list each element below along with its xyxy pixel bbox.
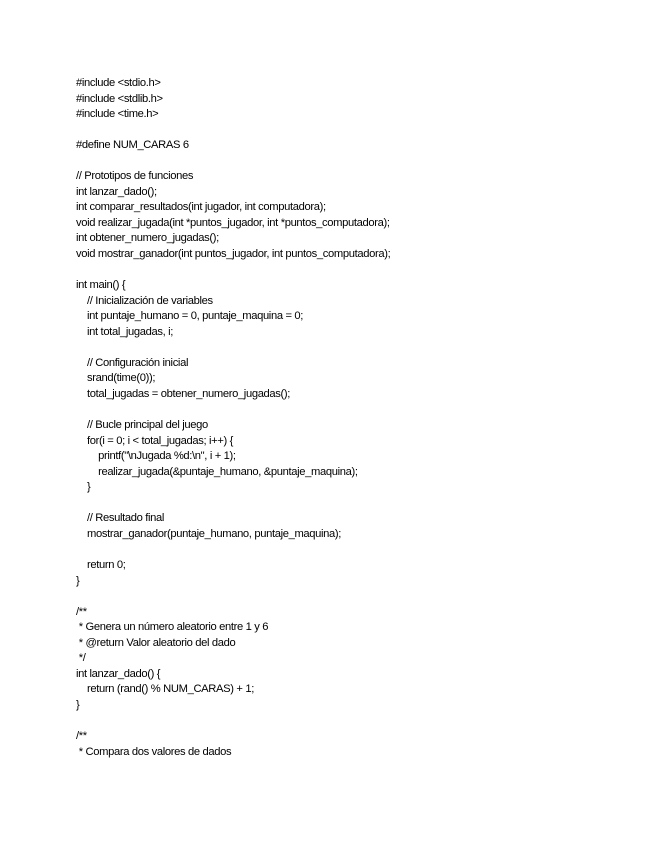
code-line xyxy=(76,713,636,729)
code-line: void mostrar_ganador(int puntos_jugador, int puntos_computadora); xyxy=(76,248,391,261)
code-line: * @return Valor aleatorio del dado xyxy=(76,636,236,649)
code-line: int lanzar_dado() { xyxy=(76,667,161,680)
code-line: realizar_jugada(&puntaje_humano, &puntaje_maquina); xyxy=(76,465,358,478)
code-line: * Genera un número aleatorio entre 1 y 6 xyxy=(76,621,269,634)
code-line: #define NUM_CARAS 6 xyxy=(76,139,189,152)
code-line: */ xyxy=(76,652,86,665)
code-line: return (rand() % NUM_CARAS) + 1; xyxy=(76,683,254,696)
code-line xyxy=(76,589,636,605)
code-line: mostrar_ganador(puntaje_humano, puntaje_maquina); xyxy=(76,527,342,540)
code-line: } xyxy=(76,574,80,587)
code-line: #include <stdio.h> xyxy=(76,77,161,89)
code-line xyxy=(76,542,636,558)
code-line: int puntaje_humano = 0, puntaje_maquina = 0; xyxy=(76,310,304,323)
code-line: printf("\nJugada %d:\n", i + 1); xyxy=(76,450,236,463)
code-line: int lanzar_dado(); xyxy=(76,185,157,198)
code-line: int comparar_resultados(int jugador, int computadora); xyxy=(76,201,326,214)
code-line xyxy=(76,154,636,170)
code-line: // Prototipos de funciones xyxy=(76,170,194,183)
code-line: // Bucle principal del juego xyxy=(76,419,208,432)
code-line: void realizar_jugada(int *puntos_jugador, int *puntos_computadora); xyxy=(76,216,390,229)
code-line: /** xyxy=(76,605,87,618)
code-line: for(i = 0; i < total_jugadas; i++) { xyxy=(76,434,234,447)
code-line: total_jugadas = obtener_numero_jugadas(); xyxy=(76,387,291,400)
code-line xyxy=(76,123,636,139)
code-line xyxy=(76,402,636,418)
code-line: // Resultado final xyxy=(76,512,165,525)
code-line: // Configuración inicial xyxy=(76,356,189,369)
code-line: /** xyxy=(76,729,87,742)
code-line xyxy=(76,263,636,279)
code-line: } xyxy=(76,481,91,494)
code-line xyxy=(76,340,636,356)
code-line: // Inicialización de variables xyxy=(76,294,213,307)
code-line: int total_jugadas, i; xyxy=(76,325,173,338)
code-listing xyxy=(76,76,636,760)
code-line: * Compara dos valores de dados xyxy=(76,745,232,758)
code-line xyxy=(76,496,636,512)
code-line: } xyxy=(76,698,80,711)
code-line: #include <stdlib.h> xyxy=(76,92,163,105)
code-line: return 0; xyxy=(76,558,126,571)
code-line: int main() { xyxy=(76,279,126,292)
code-line: #include <time.h> xyxy=(76,108,159,121)
code-line: srand(time(0)); xyxy=(76,372,156,385)
code-line: int obtener_numero_jugadas(); xyxy=(76,232,219,245)
